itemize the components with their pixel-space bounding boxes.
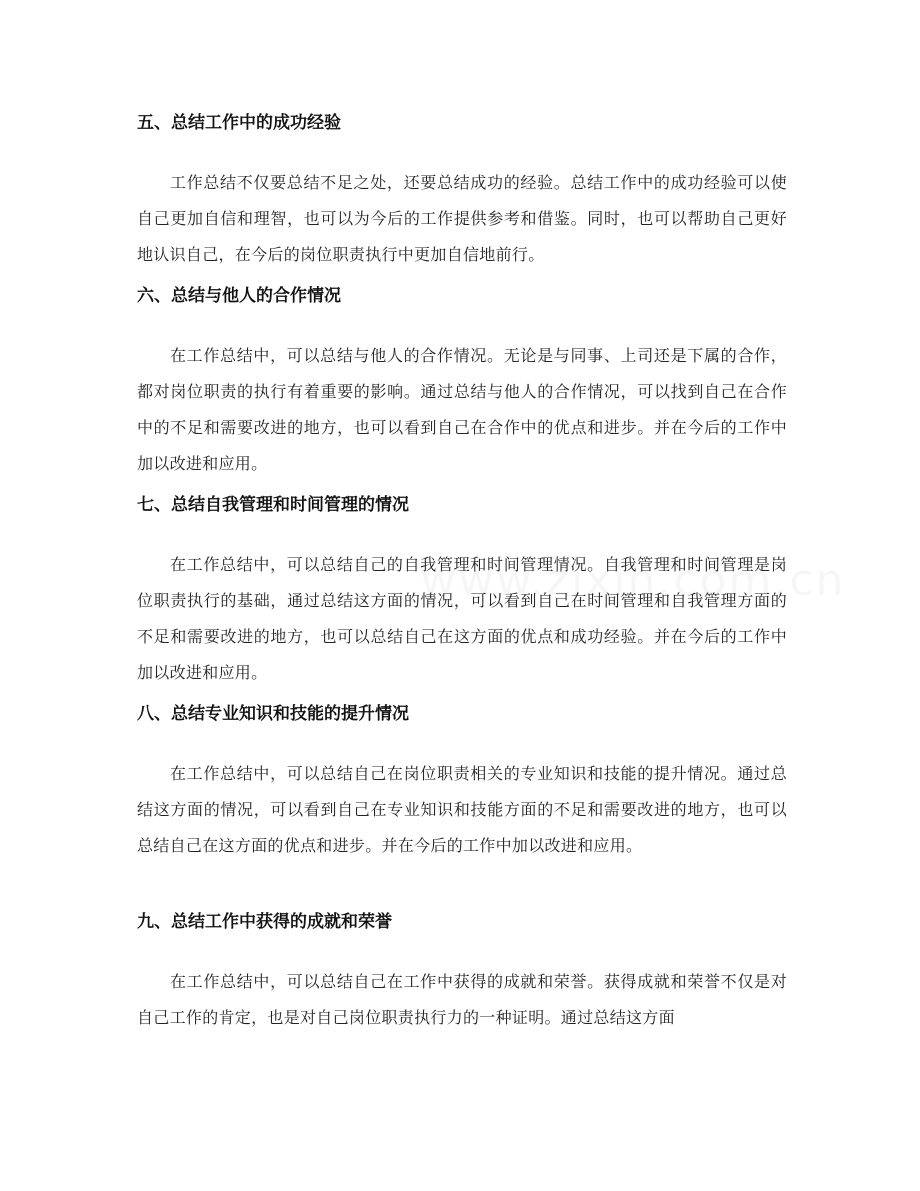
section-heading: 六、总结与他人的合作情况: [137, 286, 341, 306]
section-paragraph: 在工作总结中，可以总结自己在岗位职责相关的专业知识和技能的提升情况。通过总结这方面的情况，可以看到自己在专业知识和技能方面的不足和需要改进的地方，也可以总结自己在这方面的优点和进步。并在今后的工作中加以改进和应用。: [137, 764, 787, 855]
section-heading: 九、总结工作中获得的成就和荣誉: [137, 912, 392, 932]
section-paragraph: 工作总结不仅要总结不足之处，还要总结成功的经验。总结工作中的成功经验可以使自己更加自信和理智，也可以为今后的工作提供参考和借鉴。同时，也可以帮助自己更好地认识自己，在今后的岗位职责执行中更加自信地前行。: [137, 173, 787, 264]
section-9: [137, 910, 787, 1036]
section-heading: 五、总结工作中的成功经验: [137, 113, 341, 133]
section-heading: 七、总结自我管理和时间管理的情况: [137, 495, 409, 515]
section-paragraph: 在工作总结中，可以总结与他人的合作情况。无论是与同事、上司还是下属的合作，都对岗位职责的执行有着重要的影响。通过总结与他人的合作情况，可以找到自己在合作中的不足和需要改进的地方，也可以看到自己在合作中的优点和进步。并在今后的工作中加以改进和应用。: [137, 346, 787, 473]
section-5: [137, 111, 787, 273]
section-8: [137, 702, 787, 864]
section-paragraph: 在工作总结中，可以总结自己的自我管理和时间管理情况。自我管理和时间管理是岗位职责执行的基础，通过总结这方面的情况，可以看到自己在时间管理和自我管理方面的不足和需要改进的地方，也可以总结自己在这方面的优点和成功经验。并在今后的工作中加以改进和应用。: [137, 555, 787, 682]
section-6: [137, 284, 787, 482]
section-7: [137, 493, 787, 691]
section-heading: 八、总结专业知识和技能的提升情况: [137, 704, 409, 724]
section-paragraph: 在工作总结中，可以总结自己在工作中获得的成就和荣誉。获得成就和荣誉不仅是对自己工作的肯定，也是对自己岗位职责执行力的一种证明。通过总结这方面: [137, 972, 787, 1027]
